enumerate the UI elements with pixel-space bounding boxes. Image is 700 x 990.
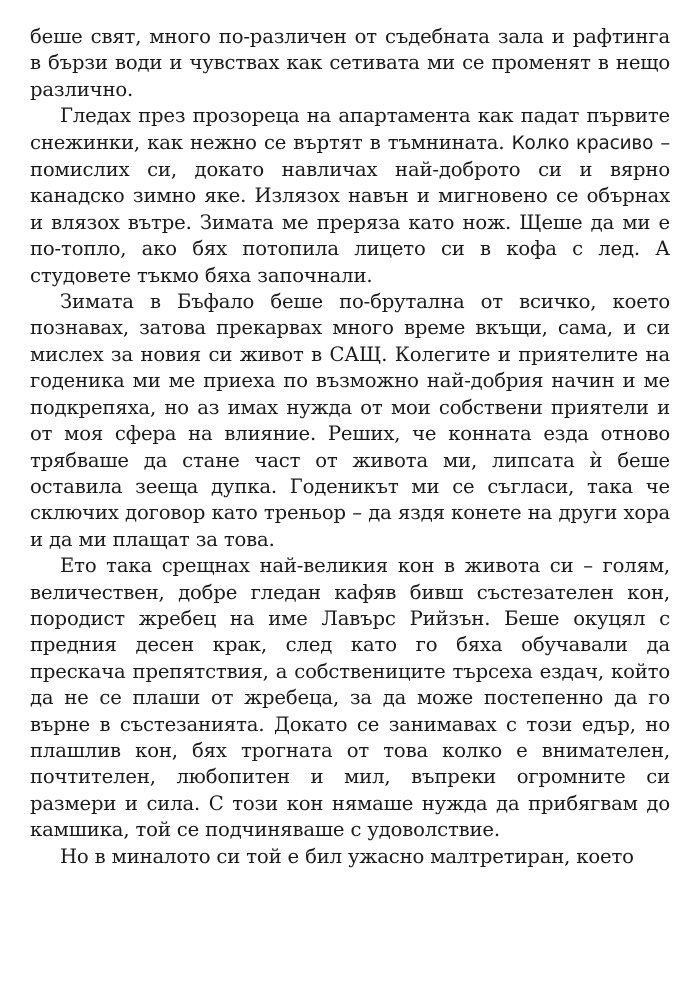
emphasized-thought: Колко красиво xyxy=(511,132,654,154)
paragraph-body-text: – помислих си, докато навличах най-доброто си и вярно канадско зимно яке. Излязох навън и мигновено се обърнах и влязох вътре. Зимата ме преряза като нож. Щеше да ми е по-топло, ако бях потопила лицето си в кофа с лед. А студовете тъкмо бяха започнали. xyxy=(30,130,670,287)
book-page xyxy=(30,24,670,870)
paragraph-continuation: беше свят, много по-различен от съдебната зала и рафтинга в бързи води и чувствах как сетивата ми се променят в нещо различно. xyxy=(30,25,670,101)
paragraph-buffalo-winter: Зимата в Бъфало беше по-брутална от всичко, което познавах, затова прекарвах много време вкъщи, сама, и си мислех за новия си живот в САЩ. Колегите и приятелите на годеника ми ме приеха по възможно най-добрия начин и ме подкрепяха, но аз имах нужда от мои собствени приятели и от моя сфера на влияние. Реших, че конната езда отново трябваше да стане част от живота ми, липсата ѝ беше оставила зееща дупка. Годеникът ми се съгласи, така че сключих договор като треньор – да яздя конете на други хора и да ми плащат за това. xyxy=(30,290,670,551)
paragraph-past: Но в миналото си той е бил ужасно малтретиран, което xyxy=(60,844,634,868)
paragraph-snowflakes xyxy=(30,103,670,289)
paragraph-lead-text: Гледах през прозореца на апартамента как падат първите снежинки, как нежно се въртят в тъмнината. xyxy=(30,104,670,154)
paragraph-horse: Ето така срещнах най-великия кон в живота си – голям, величествен, добре гледан кафяв бивш състезателен кон, породист жребец на име Лавърс Рийзън. Беше окуцял с предния десен крак, след като го бяха обучавали да прескача препятствия, а собствениците търсеха ездач, който да не се плаши от жребеца, за да може постепенно да го върне в състезанията. Докато се занимавах с този едър, но плашлив кон, бях трогната от това колко е внимателен, почтителен, любопитен и мил, въпреки огромните си размери и сила. С този кон нямаше нужда да прибягвам до камшика, той се подчиняваше с удоволствие. xyxy=(30,554,670,842)
